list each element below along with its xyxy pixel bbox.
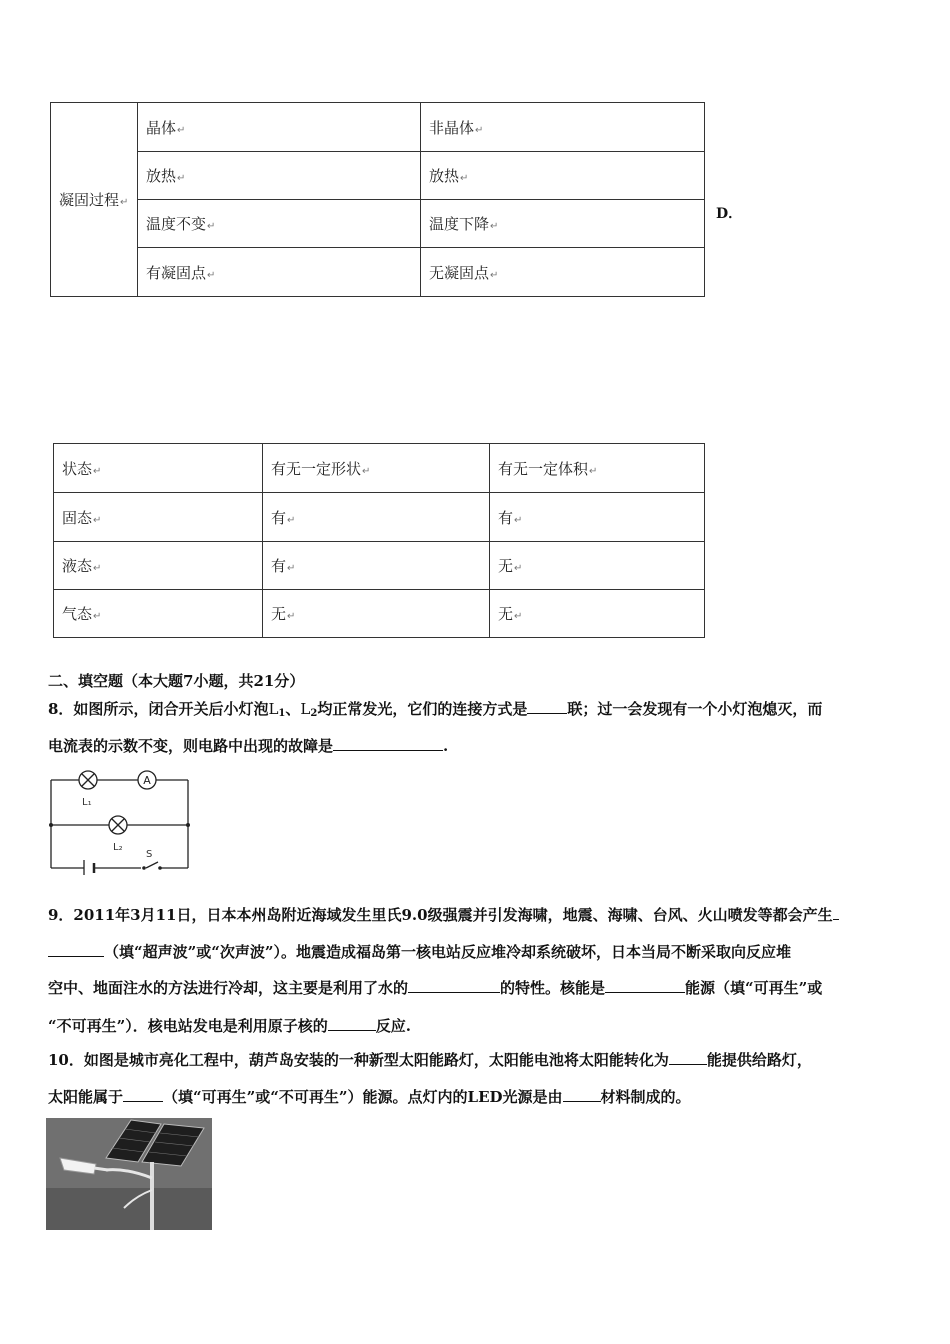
table-cell: 液态↵ [54,542,263,590]
table-cell: 非晶体↵ [421,103,705,152]
answer-blank[interactable] [833,904,839,920]
question-9-line-1: 9．2011年3月11日，日本本州岛附近海域发生里氏9.0级强震并引发海啸，地震、海啸、台风、火山喷发等都会产生 [48,904,908,925]
crystal-comparison-table [50,102,705,297]
question-10-line-1: 10．如图是城市亮化工程中，葫芦岛安装的一种新型太阳能路灯，太阳能电池将太阳能转化为 能提供给路灯， [48,1051,812,1069]
ammeter-label: A [143,774,151,787]
table-cell: 晶体↵ [138,103,421,152]
table-cell: 状态↵ [54,444,263,493]
section-heading: 二、填空题（本大题7小题，共21分） [48,672,305,690]
lamp-l1-icon [79,771,97,789]
table-cell: 放热↵ [138,152,421,200]
battery-icon [84,860,94,875]
table-cell: 温度不变↵ [138,200,421,248]
table-cell: 有↵ [263,542,490,590]
table-cell: 无↵ [263,590,490,638]
circuit-diagram [46,770,196,875]
table-cell: 无↵ [490,590,705,638]
table-cell: 固态↵ [54,493,263,542]
table-cell: 无↵ [490,542,705,590]
lamp-l2-icon [109,816,127,834]
table-cell: 气态↵ [54,590,263,638]
answer-blank[interactable] [408,977,500,993]
question-10-line-2: 太阳能属于 （填“可再生”或“不可再生”）能源。点灯内的LED光源是由 材料制成的。 [48,1088,691,1106]
option-label-d: D． [716,206,743,222]
answer-blank[interactable] [328,1015,376,1031]
answer-blank[interactable] [333,735,443,751]
lamp-l1-label: L₁ [82,797,92,808]
answer-blank[interactable] [669,1049,707,1065]
answer-blank[interactable] [563,1086,601,1102]
switch-icon [142,866,162,870]
switch-label: S [146,849,153,860]
table-cell: 有无一定体积↵ [490,444,705,493]
table-cell: 有↵ [263,493,490,542]
table-cell: 有无一定形状↵ [263,444,490,493]
table-cell: 有↵ [490,493,705,542]
table-row-header: 凝固过程↵ [51,103,138,297]
table-cell: 有凝固点↵ [138,248,421,297]
answer-blank[interactable] [605,977,685,993]
state-of-matter-table [53,443,705,638]
solar-street-lamp-photo [46,1118,212,1230]
answer-blank[interactable] [123,1086,163,1102]
table-cell: 放热↵ [421,152,705,200]
lamp-l2-label: L₂ [113,842,123,853]
question-8-line-2: 电流表的示数不变，则电路中出现的故障是 . [48,737,449,755]
question-9-line-2: （填“超声波”或“次声波”）。地震造成福岛第一核电站反应堆冷却系统破坏，日本当局不断采取向反应堆 [48,941,908,962]
table-cell: 无凝固点↵ [421,248,705,297]
question-9-line-4: “不可再生”）．核电站发电是利用原子核的 反应. [48,1017,411,1035]
answer-blank[interactable] [527,698,567,714]
table-cell: 温度下降↵ [421,200,705,248]
question-9-line-3: 空中、地面注水的方法进行冷却，这主要是利用了水的 的特性。核能是 能源（填“可再生”或 [48,979,823,997]
answer-blank[interactable] [48,941,104,957]
question-8-line-1: 8．如图所示，闭合开关后小灯泡$L_1$、$L_2$均正常发光，它们的连接方式是 联；过一会发现有一个小灯泡熄灭，而 [48,700,823,719]
